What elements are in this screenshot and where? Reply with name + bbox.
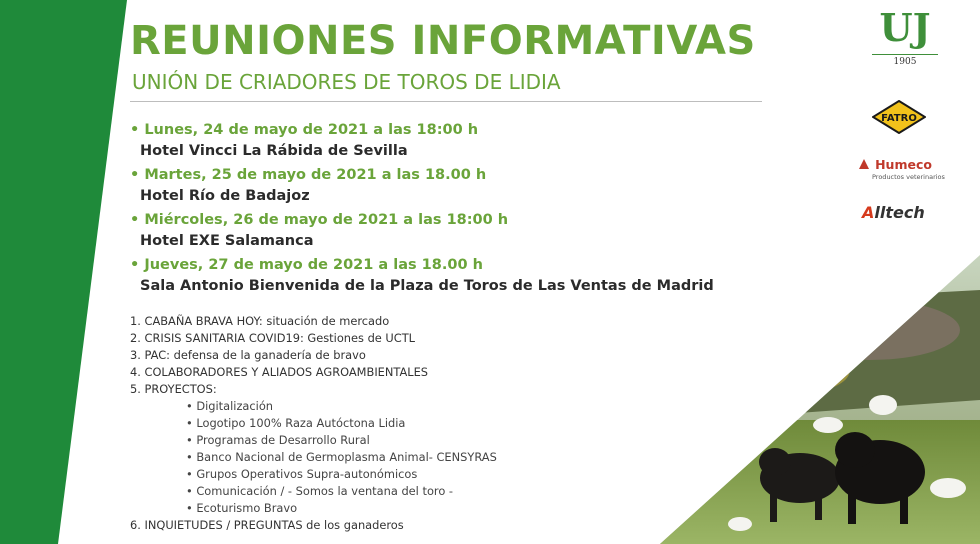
project-item: • Ecoturismo Bravo	[186, 501, 298, 515]
agenda-item: 6. INQUIETUDES / PREGUNTAS de los ganaderos	[130, 518, 404, 532]
project-item: • Logotipo 100% Raza Autóctona Lidia	[186, 416, 406, 430]
meeting-venue: Sala Antonio Bienvenida de la Plaza de Toros de Las Ventas de Madrid	[140, 278, 714, 294]
meeting-venue: Hotel Río de Badajoz	[140, 188, 310, 204]
humeco-subtitle: Productos veterinarios	[872, 173, 945, 181]
meeting-date: • Martes, 25 de mayo de 2021 a las 18.00 h	[130, 167, 487, 183]
project-item: • Digitalización	[186, 399, 274, 413]
meeting-venue: Hotel EXE Salamanca	[140, 233, 314, 249]
project-item: • Banco Nacional de Germoplasma Animal- CENSYRAS	[186, 450, 497, 464]
meeting-item	[130, 120, 478, 162]
alltech-logo	[862, 203, 925, 222]
meeting-item	[130, 255, 714, 297]
uctl-logo	[870, 6, 940, 67]
alltech-rest: lltech	[874, 203, 925, 222]
fatro-text: FATRO	[881, 113, 917, 124]
project-item: • Comunicación / - Somos la ventana del toro -	[186, 484, 454, 498]
agenda-item: 4. COLABORADORES Y ALIADOS AGROAMBIENTALES	[130, 365, 429, 379]
agenda-item: 1. CABAÑA BRAVA HOY: situación de mercado	[130, 314, 390, 328]
agenda-item: 5. PROYECTOS:	[130, 382, 217, 396]
agenda-item: 2. CRISIS SANITARIA COVID19: Gestiones de UCTL	[130, 331, 416, 345]
fatro-emblem-icon	[872, 100, 926, 134]
uctl-mark: UJ	[879, 5, 931, 50]
page-subtitle: UNIÓN DE CRIADORES DE TOROS DE LIDIA	[132, 70, 561, 94]
project-item: • Grupos Operativos Supra-autonómicos	[186, 467, 418, 481]
meeting-date: • Lunes, 24 de mayo de 2021 a las 18:00 h	[130, 122, 479, 138]
fatro-logo	[872, 100, 926, 138]
uctl-line	[872, 54, 938, 55]
agenda-list	[130, 313, 497, 534]
meeting-date: • Jueves, 27 de mayo de 2021 a las 18.00 h	[130, 257, 483, 273]
project-item: • Programas de Desarrollo Rural	[186, 433, 370, 447]
page-title: REUNIONES INFORMATIVAS	[130, 18, 756, 64]
uctl-year: 1905	[893, 57, 917, 67]
meeting-item	[130, 210, 508, 252]
humeco-name: Humeco	[875, 157, 932, 172]
meeting-venue: Hotel Vincci La Rábida de Sevilla	[140, 143, 408, 159]
meeting-date: • Miércoles, 26 de mayo de 2021 a las 18:00 h	[130, 212, 509, 228]
alltech-a: A	[862, 203, 875, 222]
egret	[813, 417, 843, 433]
humeco-logo	[858, 154, 945, 181]
humeco-drop-icon	[858, 158, 870, 170]
header-divider	[130, 101, 762, 102]
agenda-item: 3. PAC: defensa de la ganadería de bravo	[130, 348, 366, 362]
meeting-item	[130, 165, 486, 207]
